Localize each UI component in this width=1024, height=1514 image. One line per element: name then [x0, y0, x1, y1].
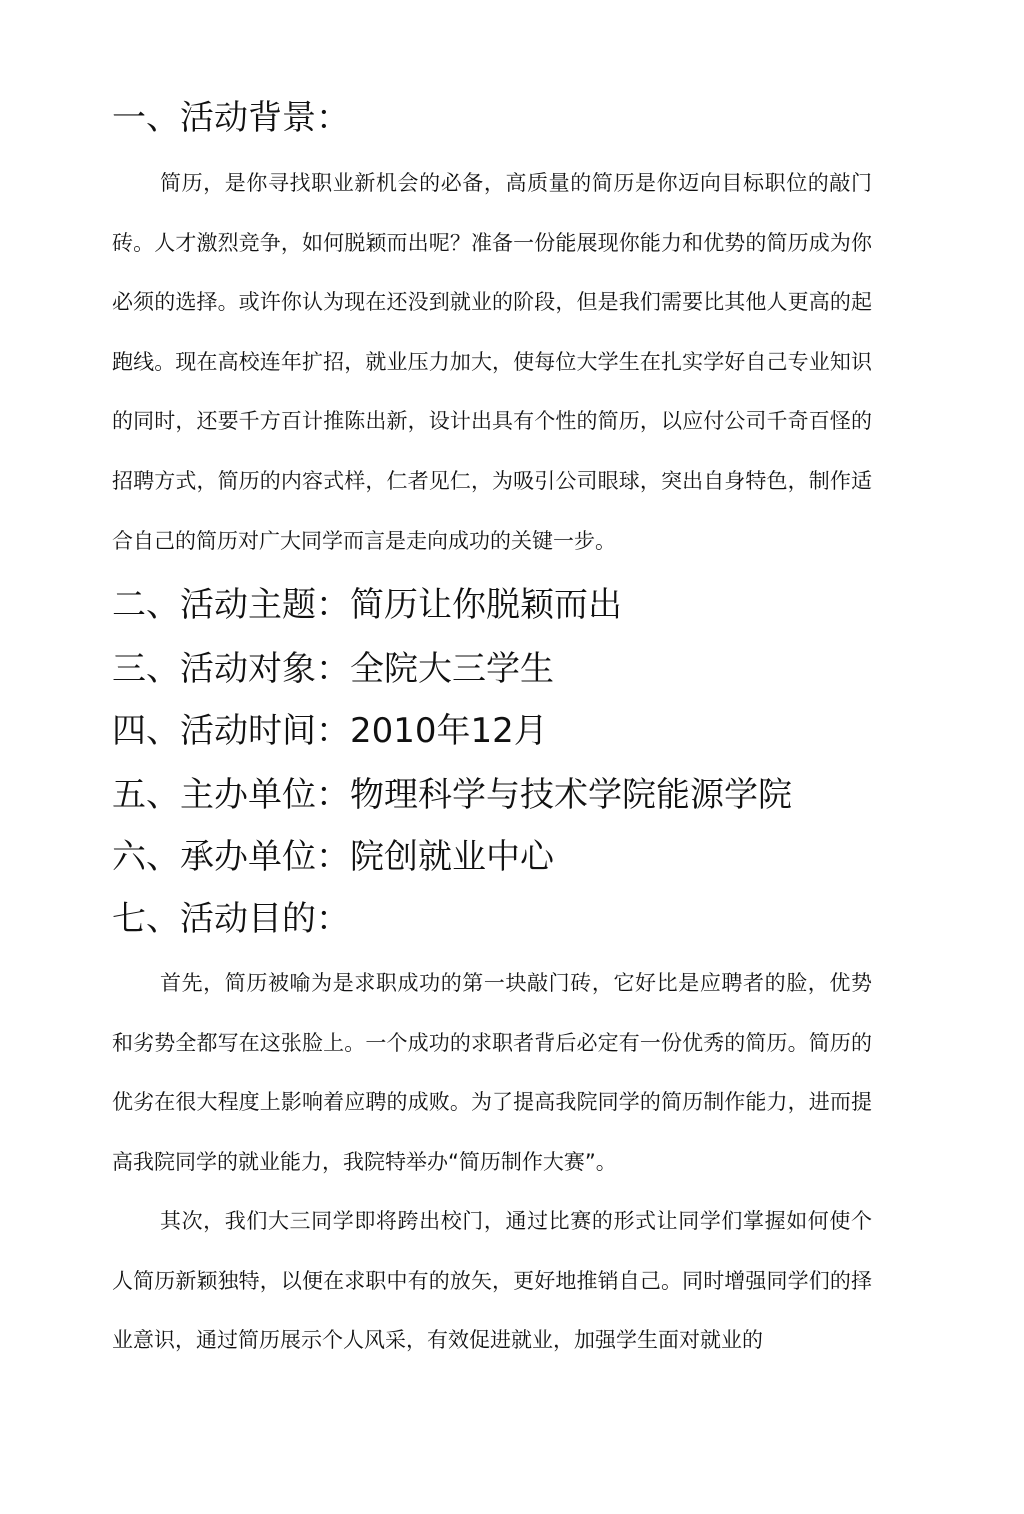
section-heading-audience: 三、活动对象：全院大三学生	[112, 649, 554, 689]
section-heading-theme: 二、活动主题：简历让你脱颖而出	[112, 585, 622, 625]
paragraph-background: 简历，是你寻找职业新机会的必备，高质量的简历是你迈向目标职位的敲门砖。人才激烈竞争，如何脱颖而出呢？准备一份能展现你能力和优势的简历成为你必须的选择。或许你认为现在还没到就业的阶段，但是我们需要比其他人更高的起跑线。现在高校连年扩招，就业压力加大，使每位大学生在扎实学好自己专业知识的同时，还要千方百计推陈出新，设计出具有个性的简历，以应付公司千奇百怪的招聘方式，简历的内容式样，仁者见仁，为吸引公司眼球，突出自身特色，制作适合自己的简历对广大同学而言是走向成功的关键一步。	[112, 171, 872, 553]
paragraph-purpose-second: 其次，我们大三同学即将跨出校门，通过比赛的形式让同学们掌握如何使个人简历新颖独特，以便在求职中有的放矢，更好地推销自己。同时增强同学们的择业意识，通过简历展示个人风采，有效促进就业，加强学生面对就业的	[112, 1209, 872, 1353]
section-heading-host: 六、承办单位：院创就业中心	[112, 837, 554, 877]
section-heading-background: 一、活动背景：	[112, 98, 350, 138]
section-heading-organizer: 五、主办单位：物理科学与技术学院能源学院	[112, 775, 792, 815]
section-heading-time: 四、活动时间：2010年12月	[112, 711, 548, 751]
section-heading-purpose: 七、活动目的：	[112, 899, 350, 939]
paragraph-purpose-first: 首先，简历被喻为是求职成功的第一块敲门砖，它好比是应聘者的脸，优势和劣势全都写在这张脸上。一个成功的求职者背后必定有一份优秀的简历。简历的优劣在很大程度上影响着应聘的成败。为了提高我院同学的简历制作能力，进而提高我院同学的就业能力，我院特举办“简历制作大赛”。	[112, 971, 872, 1174]
